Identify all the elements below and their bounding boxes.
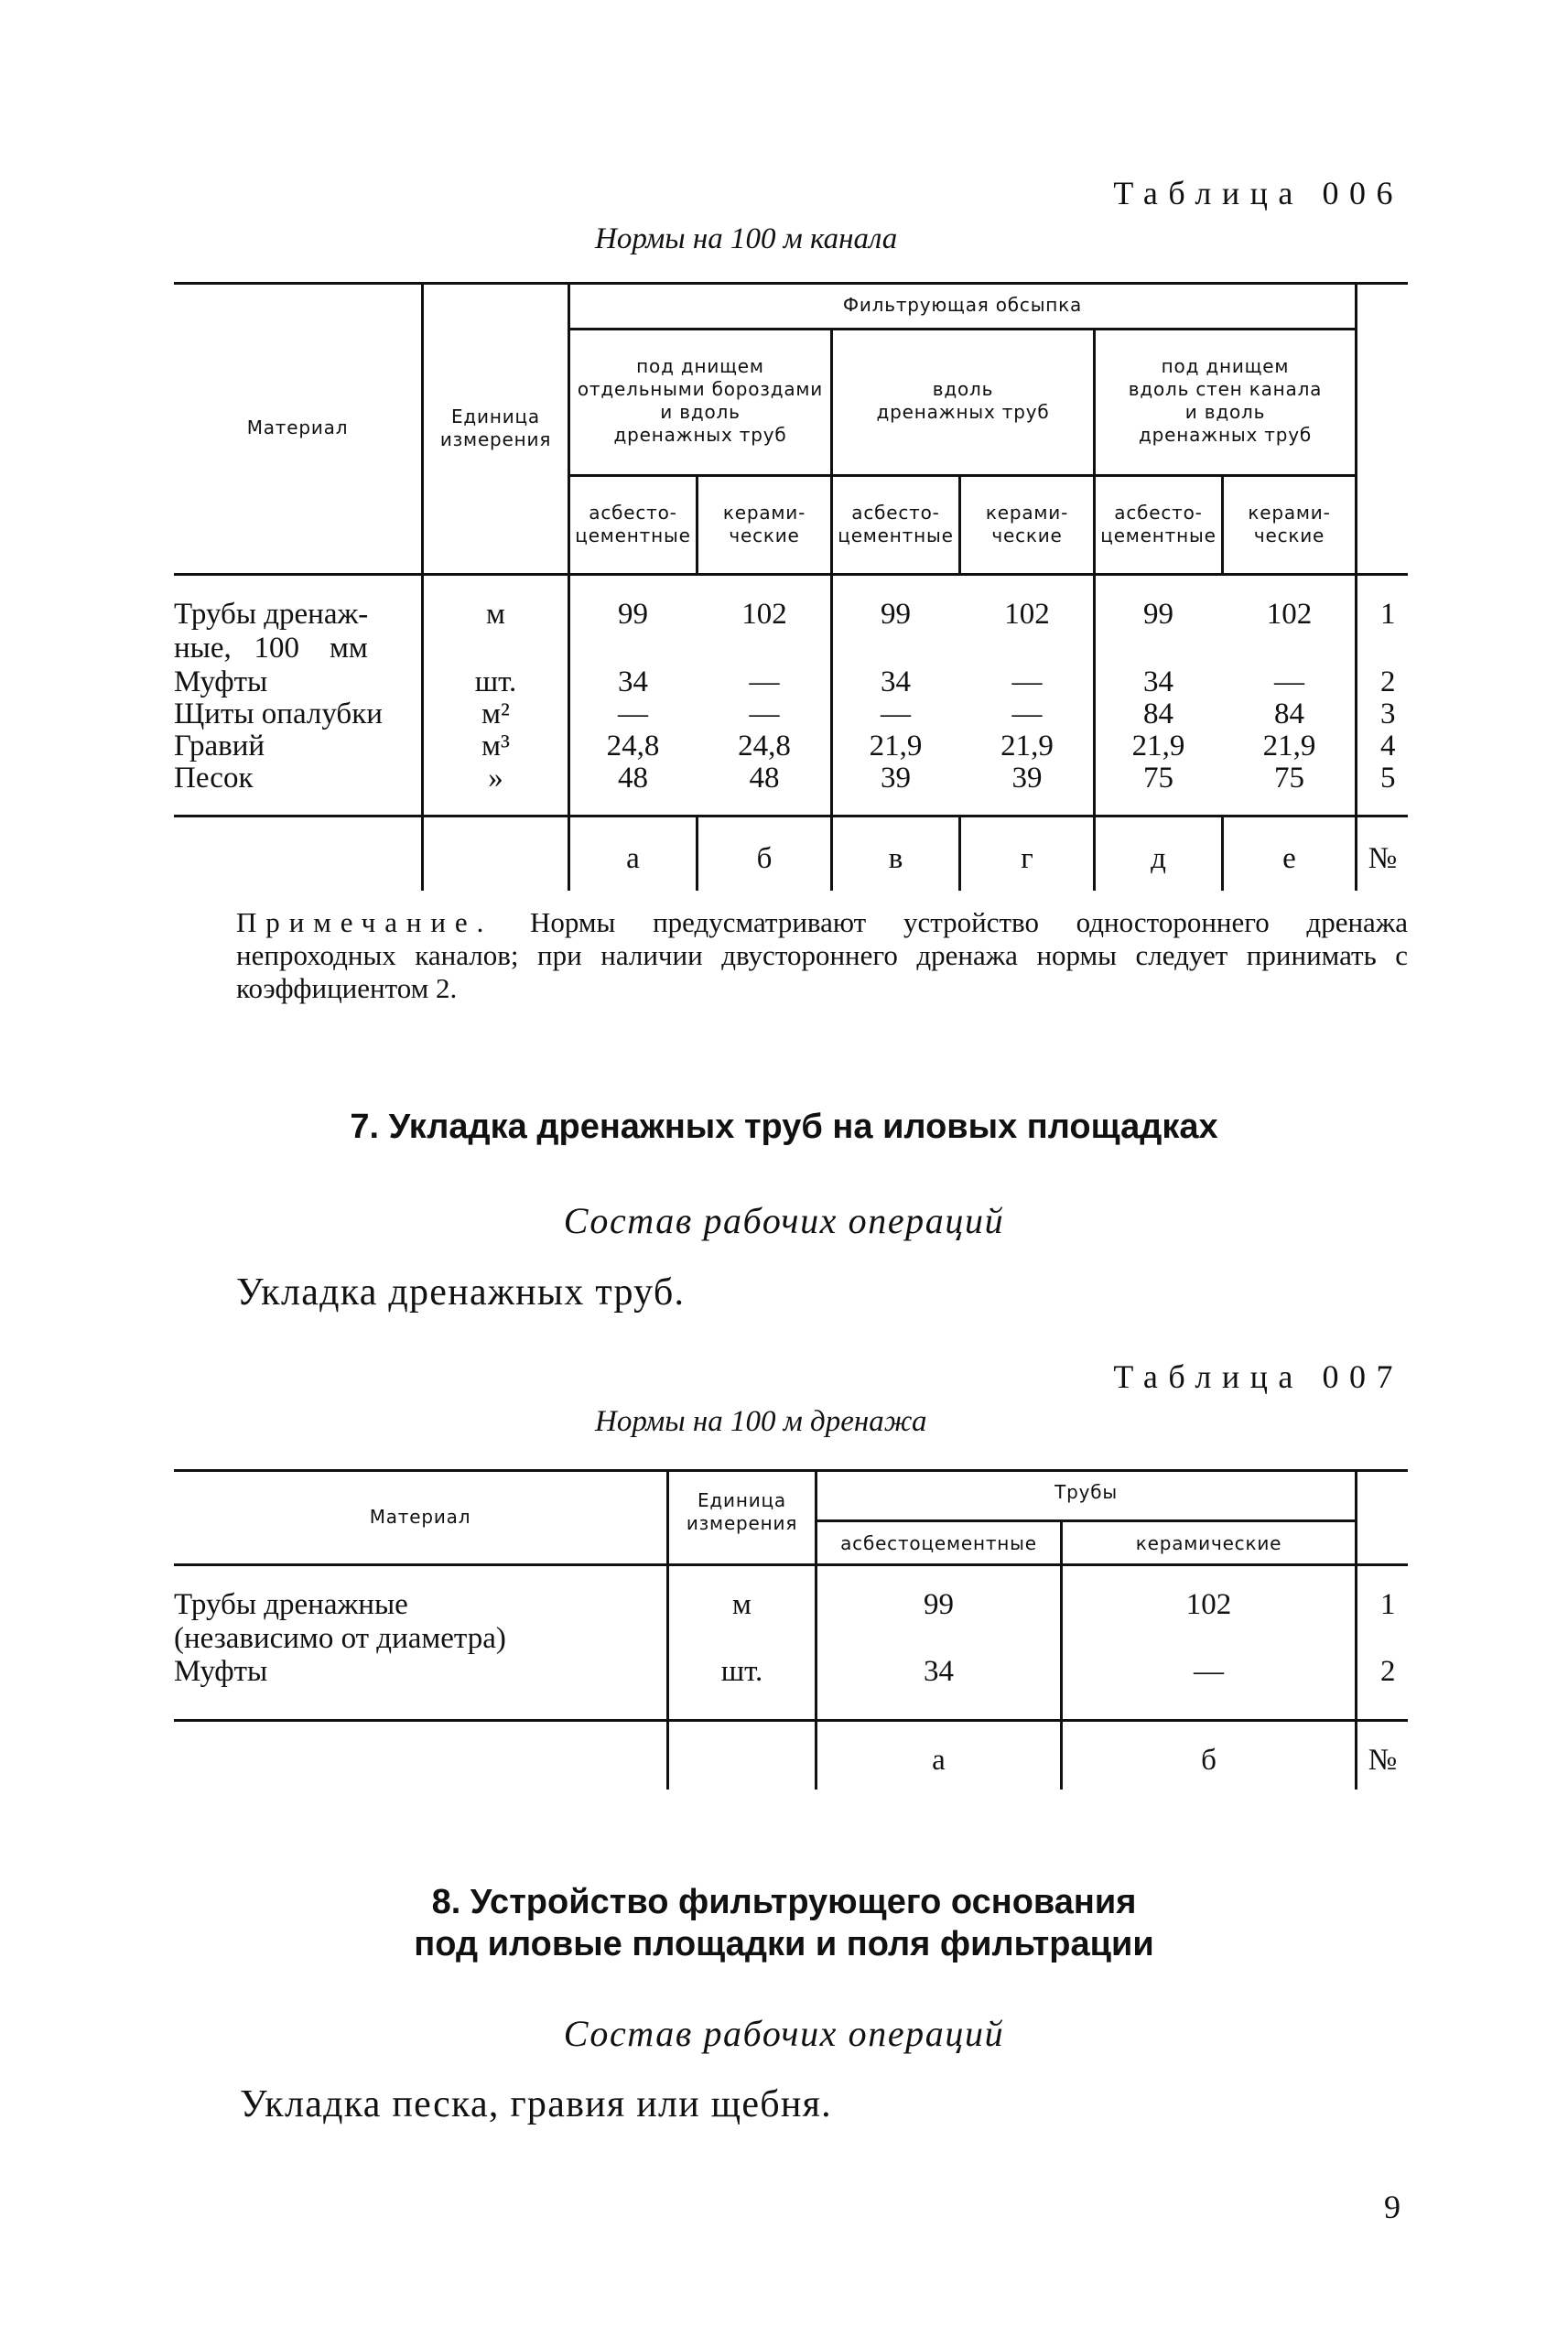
- header-filter-group: Фильтрующая обсыпка: [842, 294, 1083, 316]
- value-cell: 48: [749, 762, 780, 795]
- section-7-title: 7. Укладка дренажных труб на иловых площадках: [350, 1108, 1218, 1146]
- column-letter: г: [1021, 842, 1033, 875]
- unit-cell: »: [488, 762, 503, 795]
- column-letter: а: [932, 1744, 946, 1777]
- value-cell: 75: [1143, 762, 1173, 795]
- header-asb-3: асбесто- цементные: [1100, 502, 1217, 546]
- column-letter: б: [1201, 1744, 1217, 1777]
- unit-cell: м: [486, 598, 505, 631]
- value-cell: 24,8: [606, 730, 660, 762]
- header-col-ker: керамические: [1135, 1532, 1282, 1554]
- page-number: 9: [1384, 2189, 1400, 2225]
- value-cell: —: [1274, 665, 1304, 698]
- value-cell: —: [749, 665, 780, 698]
- table-006-label: Таблица 006: [1113, 175, 1403, 211]
- unit-cell: м: [732, 1588, 752, 1621]
- table-006-caption: Нормы на 100 м канала: [595, 222, 898, 255]
- section-7-ops-text: Укладка дренажных труб.: [236, 1271, 686, 1314]
- value-cell: 24,8: [738, 730, 791, 762]
- table-row: Песок: [174, 762, 254, 795]
- header-pipes-group: Трубы: [1054, 1481, 1118, 1503]
- value-cell: 75: [1274, 762, 1304, 795]
- value-cell: —: [618, 698, 648, 730]
- value-cell: 102: [1004, 598, 1050, 631]
- table-row: Муфты: [174, 665, 268, 698]
- value-cell: 21,9: [1000, 730, 1054, 762]
- column-letter: д: [1151, 842, 1166, 875]
- column-letter: б: [756, 842, 773, 875]
- header-material: Материал: [246, 416, 349, 438]
- header-asb-2: асбесто- цементные: [838, 502, 954, 546]
- section-8-title: 8. Устройство фильтрующего основания под иловые площадки и поля фильтрации: [414, 1883, 1154, 1963]
- header-material: Материал: [369, 1506, 471, 1528]
- header-ker-2: керами- ческие: [985, 502, 1069, 546]
- value-cell: —: [1194, 1655, 1224, 1688]
- value-cell: 84: [1274, 698, 1304, 730]
- value-cell: 99: [924, 1588, 954, 1621]
- column-letter: №: [1368, 1744, 1398, 1777]
- header-unit: Единица измерения: [439, 406, 552, 450]
- row-number: 3: [1380, 698, 1396, 730]
- value-cell: 102: [1185, 1588, 1232, 1621]
- header-col-asb: асбестоцементные: [840, 1532, 1037, 1554]
- note-text: Нормы предусматривают устройство одностороннего дренажа непроходных каналов; при наличии двустороннего дренажа нормы следует принимать с коэффициентом 2.: [236, 906, 1408, 1004]
- table-row: Трубы дренаж- ные, 100 мм: [174, 598, 369, 665]
- section-7-ops-title: Состав рабочих операций: [563, 1200, 1005, 1241]
- table-row: Трубы дренажные (независимо от диаметра): [174, 1588, 506, 1655]
- value-cell: 84: [1143, 698, 1173, 730]
- value-cell: 21,9: [1262, 730, 1316, 762]
- value-cell: 48: [618, 762, 648, 795]
- value-cell: —: [1011, 698, 1043, 730]
- row-number: 5: [1380, 762, 1396, 795]
- row-number: 1: [1380, 598, 1396, 631]
- value-cell: 34: [1143, 665, 1173, 698]
- section-8-ops-title: Состав рабочих операций: [563, 2013, 1005, 2054]
- unit-cell: м²: [481, 698, 510, 730]
- row-number: 2: [1380, 665, 1396, 698]
- header-ker-1: керами- ческие: [722, 502, 806, 546]
- row-number: 4: [1380, 730, 1396, 762]
- value-cell: —: [1011, 665, 1043, 698]
- section-8-ops-text: Укладка песка, гравия или щебня.: [240, 2083, 832, 2125]
- value-cell: 102: [741, 598, 787, 631]
- value-cell: —: [881, 698, 911, 730]
- table-007-label: Таблица 007: [1113, 1358, 1403, 1395]
- value-cell: 34: [618, 665, 648, 698]
- table-007-caption: Нормы на 100 м дренажа: [595, 1405, 927, 1438]
- value-cell: 99: [881, 598, 911, 631]
- unit-cell: м³: [481, 730, 510, 762]
- header-sub-3: под днищем вдоль стен канала и вдоль дренажных труб: [1128, 355, 1323, 446]
- value-cell: —: [749, 698, 780, 730]
- unit-cell: шт.: [474, 665, 517, 698]
- column-letter: е: [1282, 842, 1296, 875]
- note: [236, 906, 1408, 1005]
- value-cell: 102: [1266, 598, 1313, 631]
- row-number: 1: [1380, 1588, 1396, 1621]
- value-cell: 34: [924, 1655, 954, 1688]
- header-unit: Единица измерения: [686, 1489, 798, 1534]
- table-row: Щиты опалубки: [174, 698, 383, 730]
- value-cell: 39: [1011, 762, 1043, 795]
- table-007: [174, 1469, 1408, 1790]
- row-number: 2: [1380, 1655, 1396, 1688]
- table-row: Муфты: [174, 1655, 268, 1688]
- unit-cell: шт.: [720, 1655, 763, 1688]
- value-cell: 99: [618, 598, 648, 631]
- header-sub-1: под днищем отдельными бороздами и вдоль дренажных труб: [577, 355, 824, 446]
- header-asb-1: асбесто- цементные: [575, 502, 691, 546]
- value-cell: 34: [881, 665, 911, 698]
- value-cell: 21,9: [869, 730, 923, 762]
- table-006: [174, 282, 1408, 891]
- table-row: Гравий: [174, 730, 265, 762]
- value-cell: 21,9: [1131, 730, 1185, 762]
- header-sub-2: вдоль дренажных труб: [876, 378, 1050, 423]
- column-letter: №: [1368, 842, 1398, 875]
- note-lead: Примечание.: [236, 906, 493, 938]
- header-ker-3: керами- ческие: [1248, 502, 1331, 546]
- column-letter: а: [626, 842, 640, 875]
- value-cell: 99: [1143, 598, 1173, 631]
- column-letter: в: [888, 842, 903, 875]
- value-cell: 39: [881, 762, 911, 795]
